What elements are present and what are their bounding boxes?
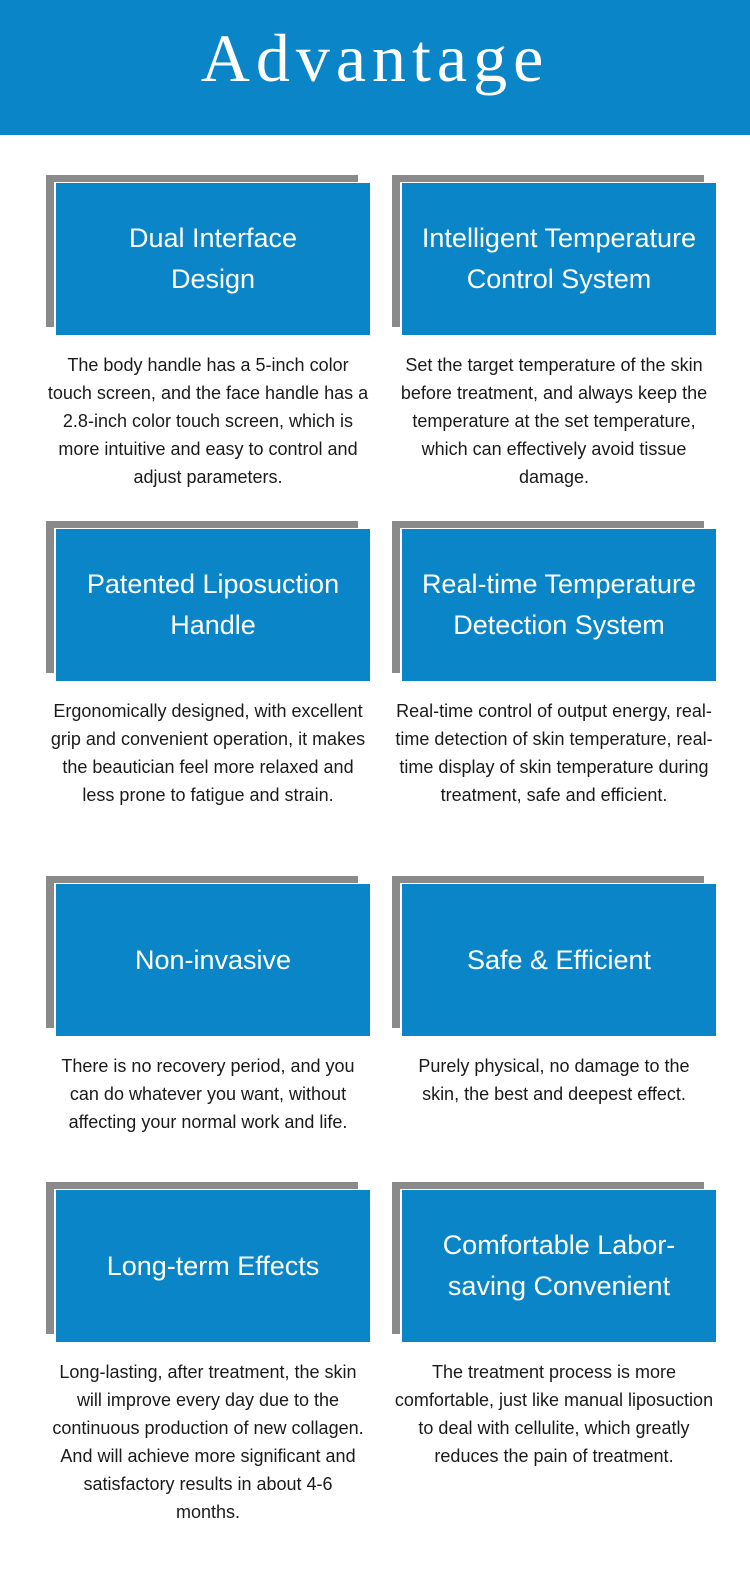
feature-title-box — [56, 884, 370, 1036]
card-shadow — [46, 876, 358, 883]
feature-title: Long-term Effects — [106, 1250, 320, 1281]
feature-title-box — [402, 529, 716, 681]
feature-title: Dual Interface Design — [128, 223, 298, 294]
feature-description: Ergonomically designed, with excellent grip and convenient operation, it makes the beautician feel more relaxed and less prone to fatigue and strain. — [50, 701, 366, 805]
feature-description: Set the target temperature of the skin before treatment, and always keep the temperature at the set temperature, which can effectively avoid tissue damage. — [400, 355, 708, 487]
feature-title: Intelligent Temperature Control System — [421, 223, 697, 294]
feature-title: Real-time Temperature Detection System — [421, 569, 697, 640]
card-shadow — [46, 1182, 358, 1189]
card-shadow — [46, 1182, 54, 1334]
feature-title-box — [402, 183, 716, 335]
feature-description: There is no recovery period, and you can do whatever you want, without affecting your normal work and life. — [61, 1056, 355, 1132]
card-shadow — [392, 521, 400, 673]
feature-title: Safe & Efficient — [466, 944, 652, 975]
header-banner — [0, 0, 750, 135]
feature-title-box — [56, 1190, 370, 1342]
card-shadow — [392, 175, 704, 182]
card-shadow — [392, 876, 704, 883]
card-shadow — [46, 175, 358, 182]
feature-title: Comfortable Labor-saving Convenient — [442, 1230, 676, 1301]
feature-title-box — [56, 529, 370, 681]
feature-title-box — [402, 1190, 716, 1342]
feature-description: Long-lasting, after treatment, the skin will improve every day due to the continuous production of new collagen. And will achieve more significant and satisfactory results in about 4-6 months. — [52, 1362, 364, 1522]
feature-description: Purely physical, no damage to the skin, the best and deepest effect. — [418, 1056, 690, 1104]
card-shadow — [392, 521, 704, 528]
feature-description: Real-time control of output energy, real-time detection of skin temperature, real-time display of skin temperature during treatment, safe and efficient. — [395, 701, 713, 805]
card-shadow — [46, 175, 54, 327]
card-shadow — [46, 876, 54, 1028]
feature-description: The treatment process is more comfortable, just like manual liposuction to deal with cellulite, which greatly reduces the pain of treatment. — [394, 1362, 714, 1466]
feature-title-box — [56, 183, 370, 335]
card-shadow — [392, 175, 400, 327]
feature-title: Non-invasive — [134, 944, 292, 975]
card-shadow — [392, 1182, 400, 1334]
feature-title: Patented Liposuction Handle — [86, 569, 340, 640]
card-shadow — [392, 876, 400, 1028]
feature-description: The body handle has a 5-inch color touch screen, and the face handle has a 2.8-inch color touch screen, which is more intuitive and easy to control and adjust parameters. — [47, 355, 369, 487]
card-shadow — [392, 1182, 704, 1189]
card-shadow — [46, 521, 54, 673]
feature-title-box — [402, 884, 716, 1036]
page-title: Advantage — [200, 20, 550, 96]
card-shadow — [46, 521, 358, 528]
